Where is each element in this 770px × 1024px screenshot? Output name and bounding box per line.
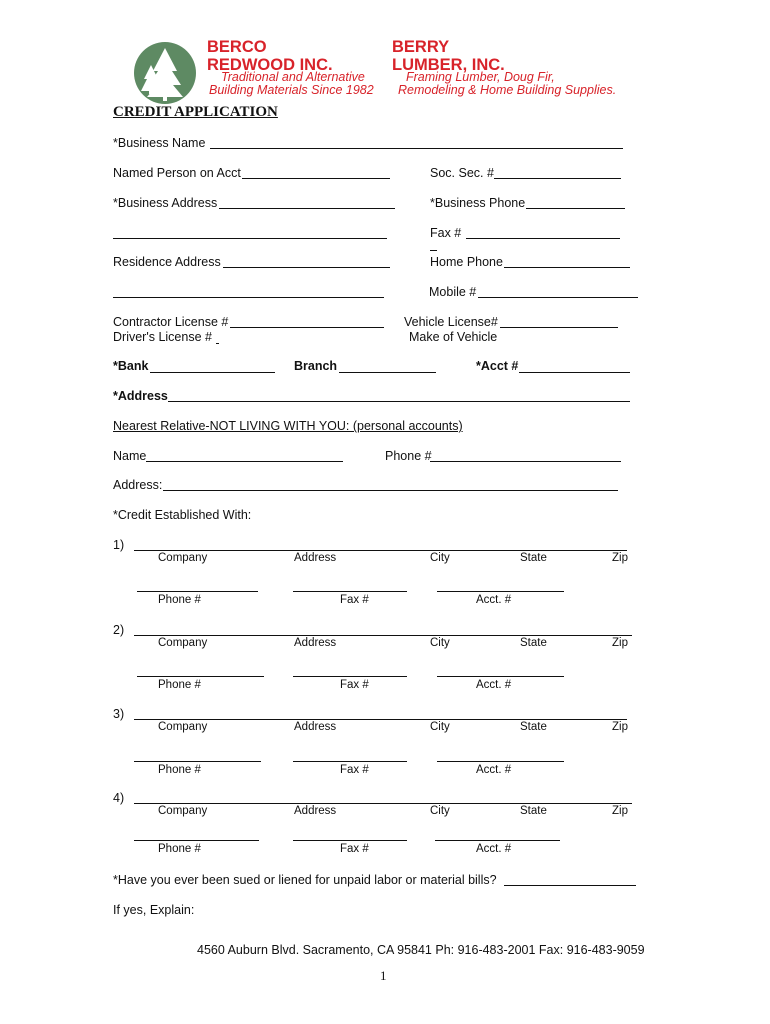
ref-city-caption: City [430,805,450,817]
ref-company-line[interactable] [134,550,627,551]
redwood-tree-logo-icon [133,41,197,105]
form-title: CREDIT APPLICATION [113,104,278,120]
relative-phone-field[interactable] [430,461,621,462]
ref-phone-line[interactable] [134,840,259,841]
ref-phone-line[interactable] [137,676,264,677]
ref-address-caption: Address [294,805,337,817]
ref-company-caption: Company [158,805,208,817]
soc-sec-field[interactable] [494,178,621,179]
acct-field[interactable] [519,372,630,373]
business-address-label: *Business Address [113,196,218,210]
bank-address-label: *Address [113,389,168,403]
ref-company-line[interactable] [134,635,632,636]
ref-fax-caption: Fax # [340,764,369,776]
ref-state-caption: State [520,637,547,649]
ref-city-caption: City [430,721,450,733]
branch-label: Branch [294,359,338,373]
business-phone-field[interactable] [526,208,625,209]
bank-field[interactable] [150,372,275,373]
business-name-label: *Business Name [113,136,206,150]
ref-zip-caption: Zip [612,552,628,564]
ref-phone-caption: Phone # [158,843,201,855]
named-person-field[interactable] [242,178,390,179]
company-berco [207,38,333,74]
business-address-line2-field[interactable] [113,238,387,239]
vehicle-license-field[interactable] [500,327,618,328]
contractor-license-label: Contractor License # [113,315,229,329]
fax-field[interactable] [466,238,620,239]
branch-field[interactable] [339,372,436,373]
ref-address-caption: Address [294,637,337,649]
relative-name-label: Name [113,449,147,463]
ref-phone-line[interactable] [134,761,261,762]
ref-acct-line[interactable] [437,591,564,592]
ref-phone-line[interactable] [137,591,258,592]
ref-phone-caption: Phone # [158,594,201,606]
ref-company-line[interactable] [134,719,627,720]
relative-address-field[interactable] [163,490,618,491]
relative-name-field[interactable] [146,461,343,462]
credit-established-label: *Credit Established With: [113,508,252,522]
business-name-field[interactable] [210,148,623,149]
ref-number: 1) [113,538,125,552]
company-berry-line2: LUMBER, INC. [392,56,505,74]
ref-fax-line[interactable] [293,840,407,841]
ref-fax-line[interactable] [293,676,407,677]
vehicle-license-label: Vehicle License# [404,315,498,329]
if-yes-explain-label: If yes, Explain: [113,903,195,917]
ref-number: 3) [113,707,125,721]
ref-phone-caption: Phone # [158,764,201,776]
berco-tagline-2-text: Building Materials Since 1982 [209,83,374,97]
ref-acct-caption: Acct. # [476,843,512,855]
berry-tagline-2-text: Remodeling & Home Building Supplies. [398,83,617,97]
ref-zip-caption: Zip [612,637,628,649]
berry-tagline-2 [398,84,616,97]
ref-acct-caption: Acct. # [476,764,512,776]
ref-state-caption: State [520,805,547,817]
ref-acct-caption: Acct. # [476,594,512,606]
ref-company-caption: Company [158,721,208,733]
ref-phone-caption: Phone # [158,679,201,691]
business-address-field[interactable] [219,208,395,209]
home-phone-label: Home Phone [430,255,503,269]
residence-address-field[interactable] [223,267,390,268]
soc-sec-label: Soc. Sec. # [430,166,494,180]
company-berco-line2: REDWOOD INC. [207,56,333,74]
ref-city-caption: City [430,637,450,649]
ref-fax-line[interactable] [293,761,407,762]
company-berry [392,38,505,74]
drivers-license-label: Driver's License # [113,330,212,344]
acct-label: *Acct # [476,359,519,373]
page-number: 1 [380,968,387,983]
ref-zip-caption: Zip [612,721,628,733]
drivers-license-field[interactable] [216,343,219,344]
relative-phone-label: Phone # [385,449,432,463]
berco-tagline-1: Traditional and Alternative [221,70,365,84]
ref-zip-caption: Zip [612,805,628,817]
ref-fax-caption: Fax # [340,843,369,855]
ref-acct-line[interactable] [437,761,564,762]
ref-address-caption: Address [294,721,337,733]
make-of-vehicle-label: Make of Vehicle [409,330,498,344]
ref-number: 4) [113,791,125,805]
ref-fax-caption: Fax # [340,679,369,691]
berco-tagline-2 [209,84,374,97]
mobile-label: Mobile # [429,285,477,299]
ref-state-caption: State [520,552,547,564]
contractor-license-field[interactable] [230,327,384,328]
fax-label: Fax # [430,226,462,240]
bank-label: *Bank [113,359,149,373]
ref-company-caption: Company [158,637,208,649]
ref-city-caption: City [430,552,450,564]
ref-address-caption: Address [294,552,337,564]
ref-acct-line[interactable] [435,840,560,841]
ref-company-caption: Company [158,552,208,564]
business-phone-label: *Business Phone [430,196,526,210]
residence-address-label: Residence Address [113,255,221,269]
footer-address: 4560 Auburn Blvd. Sacramento, CA 95841 Ph: 916-483-2001 Fax: 916-483-9059 [197,943,645,957]
sued-answer-field[interactable] [504,885,636,886]
berry-tagline-1: Framing Lumber, Doug Fir, [406,70,555,84]
ref-acct-caption: Acct. # [476,679,512,691]
ref-acct-line[interactable] [437,676,564,677]
ref-state-caption: State [520,721,547,733]
company-berry-line1: BERRY [392,38,450,56]
sued-question-label: *Have you ever been sued or liened for unpaid labor or material bills? [113,873,497,887]
named-person-label: Named Person on Acct [113,166,241,180]
home-phone-field[interactable] [504,267,630,268]
bank-address-field[interactable] [168,401,630,402]
company-berco-line1: BERCO [207,38,267,56]
ref-fax-line[interactable] [293,591,407,592]
ref-fax-caption: Fax # [340,594,369,606]
relative-address-label: Address: [113,478,163,492]
nearest-relative-heading: Nearest Relative-NOT LIVING WITH YOU: (personal accounts) [113,419,463,433]
mobile-field[interactable] [478,297,638,298]
fax-stray-underline [430,250,437,251]
ref-number: 2) [113,623,125,637]
ref-company-line[interactable] [134,803,632,804]
residence-address-line2-field[interactable] [113,297,384,298]
